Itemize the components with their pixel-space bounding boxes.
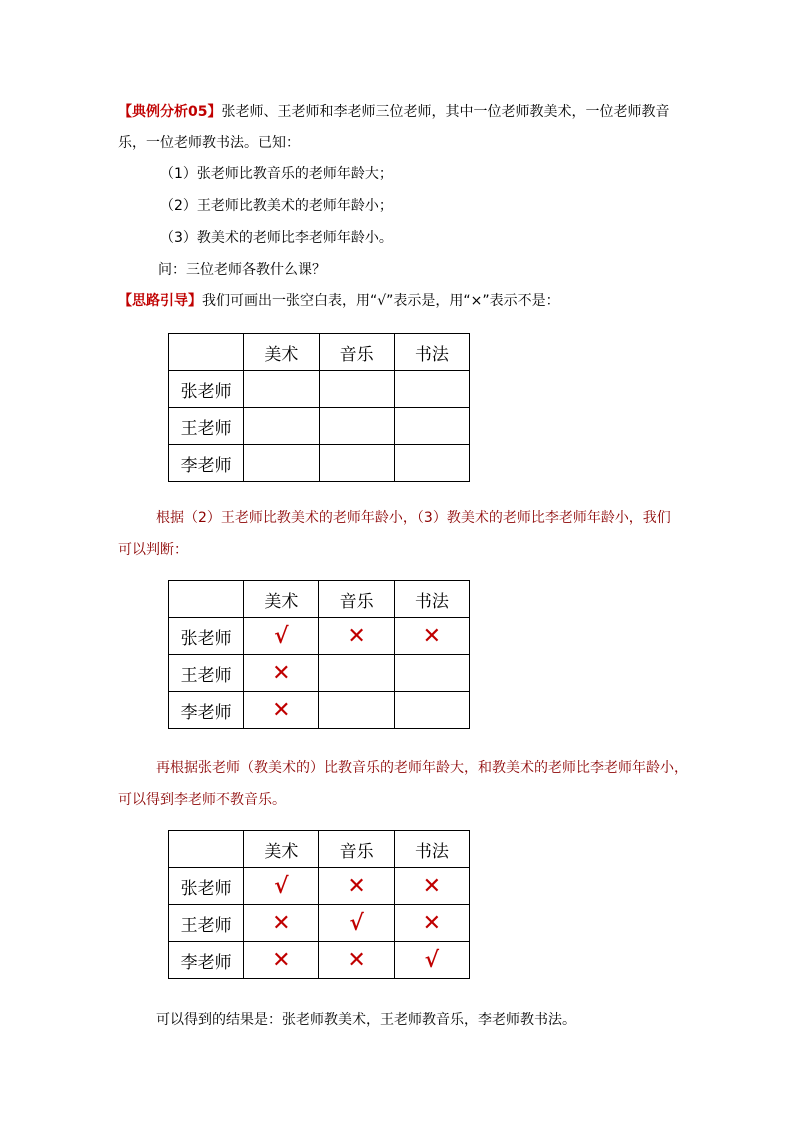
table-row (169, 371, 470, 408)
partial-table (168, 580, 470, 729)
table-cell (319, 942, 394, 979)
check-mark-icon: √ (274, 873, 289, 899)
table-cell (394, 692, 469, 729)
table-cell (244, 408, 319, 445)
table-cell (394, 655, 469, 692)
intro-line-1 (118, 102, 669, 122)
condition-2: （2）王老师比教美术的老师年龄小； (160, 198, 393, 214)
empty-table (168, 333, 470, 482)
table-header-row (169, 581, 470, 618)
table-cell (244, 655, 319, 692)
cross-mark-icon: ✕ (422, 623, 442, 649)
table-cell (394, 905, 469, 942)
row-header: 王老师 (169, 655, 244, 692)
column-header: 书法 (394, 581, 469, 618)
table-row (169, 655, 470, 692)
table-cell (244, 942, 319, 979)
condition-3: （3）教美术的老师比李老师年龄小。 (160, 230, 393, 246)
check-mark-icon: √ (424, 947, 440, 973)
row-header: 张老师 (169, 618, 244, 655)
table-cell (394, 868, 469, 905)
table-row (169, 942, 470, 979)
table-cell (244, 905, 319, 942)
solution-table (168, 830, 470, 979)
hint-tag: 【思路引导】 (118, 293, 202, 309)
table-corner-cell (169, 581, 244, 618)
cross-mark-icon: ✕ (422, 873, 442, 899)
column-header: 音乐 (319, 581, 394, 618)
table-header-row (169, 334, 470, 371)
check-mark-icon: √ (349, 910, 364, 936)
table-header-row (169, 831, 470, 868)
table-corner-cell (169, 831, 244, 868)
table-row (169, 868, 470, 905)
table-cell (244, 618, 319, 655)
column-header: 书法 (394, 334, 469, 371)
table-cell (319, 655, 394, 692)
column-header: 音乐 (319, 334, 394, 371)
row-header: 张老师 (169, 868, 244, 905)
column-header: 书法 (394, 831, 469, 868)
table-cell (319, 905, 394, 942)
table-row (169, 618, 470, 655)
table-row (169, 692, 470, 729)
table-cell (319, 408, 394, 445)
cross-mark-icon: ✕ (347, 947, 366, 973)
column-header: 美术 (244, 334, 319, 371)
table-cell (244, 868, 319, 905)
table-cell (244, 445, 319, 482)
column-header: 美术 (244, 581, 319, 618)
table-cell (394, 618, 469, 655)
column-header: 美术 (244, 831, 319, 868)
intro-line-2: 乐，一位老师教书法。已知： (118, 135, 300, 151)
table-cell (394, 445, 469, 482)
cross-mark-icon: ✕ (422, 910, 442, 936)
table-cell (394, 942, 469, 979)
cross-mark-icon: ✕ (272, 660, 291, 686)
row-header: 李老师 (169, 942, 244, 979)
table-cell (319, 868, 394, 905)
cross-mark-icon: ✕ (272, 697, 291, 723)
para2-line-1: 根据（2）王老师比教美术的老师年龄小，（3）教美术的老师比李老师年龄小，我们 (156, 510, 671, 526)
column-header: 音乐 (319, 831, 394, 868)
condition-1: （1）张老师比教音乐的老师年龄大； (160, 166, 393, 182)
result-line: 可以得到的结果是：张老师教美术，王老师教音乐，李老师教书法。 (156, 1012, 576, 1028)
table-cell (319, 692, 394, 729)
row-header: 张老师 (169, 371, 244, 408)
cross-mark-icon: ✕ (272, 947, 291, 973)
cross-mark-icon: ✕ (347, 873, 366, 899)
para3-line-1: 再根据张老师（教美术的）比教音乐的老师年龄大，和教美术的老师比李老师年龄小， (156, 760, 688, 776)
para3-line-2: 可以得到李老师不教音乐。 (118, 792, 286, 808)
table-cell (319, 371, 394, 408)
question: 问：三位老师各教什么课？ (158, 262, 326, 278)
example-tag: 【典例分析05】 (118, 104, 222, 120)
table-corner-cell (169, 334, 244, 371)
table-cell (394, 371, 469, 408)
table-row (169, 408, 470, 445)
row-header: 王老师 (169, 408, 244, 445)
table-row (169, 905, 470, 942)
row-header: 王老师 (169, 905, 244, 942)
intro-text-1: 张老师、王老师和李老师三位老师，其中一位老师教美术，一位老师教音 (221, 104, 670, 120)
para2-line-2: 可以判断： (118, 542, 188, 558)
cross-mark-icon: ✕ (347, 623, 366, 649)
check-mark-icon: √ (274, 623, 289, 649)
hint-text: 我们可画出一张空白表，用“√”表示是，用“×”表示不是： (202, 293, 560, 309)
table-cell (244, 692, 319, 729)
table-cell (394, 408, 469, 445)
hint-line (118, 291, 560, 311)
table-cell (319, 618, 394, 655)
table-cell (319, 445, 394, 482)
row-header: 李老师 (169, 692, 244, 729)
row-header: 李老师 (169, 445, 244, 482)
cross-mark-icon: ✕ (272, 910, 291, 936)
table-cell (244, 371, 319, 408)
table-row (169, 445, 470, 482)
